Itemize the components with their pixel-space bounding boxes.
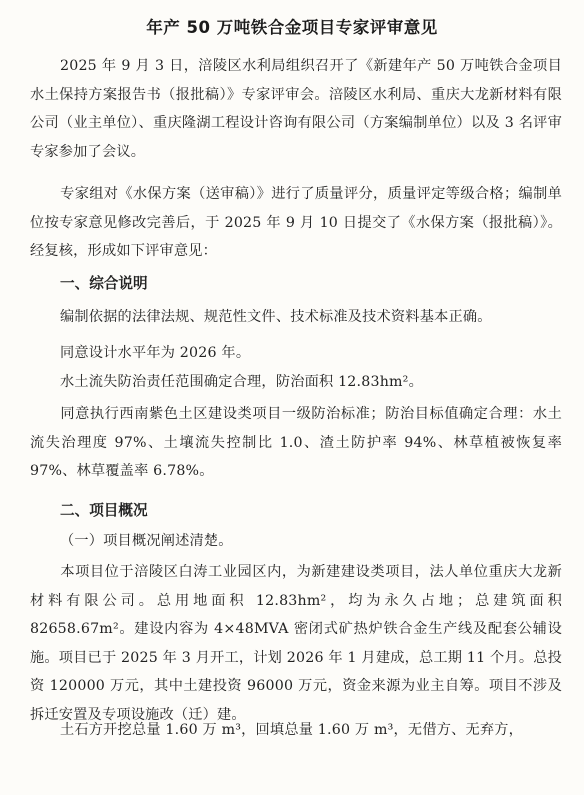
section2-paragraph-2-text: 土石方开挖总量 1.60 万 m³，回填总量 1.60 万 m³，无借方、无弃方，	[60, 722, 524, 738]
intro-paragraph	[30, 52, 562, 166]
section1-paragraph-2	[30, 339, 562, 368]
review-paragraph	[30, 180, 562, 266]
section-heading-2-text: 二、项目概况	[60, 502, 148, 519]
intro-paragraph-text: 2025 年 9 月 3 日，涪陵区水利局组织召开了《新建年产 50 万吨铁合金项目水土保持方案报告书（报批稿）》专家评审会。涪陵区水利局、重庆大龙新材料有限公司（业主单位）、重庆隆湖工程设计咨询有限公司（方案编制单位）以及 3 名评审专家参加了会议。	[30, 58, 562, 160]
section1-paragraph-4	[30, 400, 562, 486]
section2-subheading-1-text: （一）项目概况阐述清楚。	[60, 533, 233, 549]
section1-paragraph-1-text: 编制依据的法律法规、规范性文件、技术标准及技术资料基本正确。	[60, 309, 492, 325]
section-heading-1	[30, 270, 562, 298]
section1-paragraph-4-text: 同意执行西南紫色土区建设类项目一级防治标准；防治目标值确定合理：水土流失治理度 97%、土壤流失控制比 1.0、渣土防护率 94%、林草植被恢复率 97%、林草覆盖率 6.78%。	[30, 406, 562, 480]
section-heading-2	[30, 497, 562, 525]
section1-paragraph-3-text: 水土流失防治责任范围确定合理，防治面积 12.83hm²。	[60, 374, 423, 390]
section2-subheading-1	[30, 527, 562, 556]
section-heading-1-text: 一、综合说明	[60, 275, 148, 292]
section1-paragraph-3	[30, 368, 562, 397]
section1-paragraph-2-text: 同意设计水平年为 2026 年。	[60, 345, 251, 361]
review-paragraph-text: 专家组对《水保方案（送审稿）》进行了质量评分，质量评定等级合格；编制单位按专家意见修改完善后，于 2025 年 9 月 10 日提交了《水保方案（报批稿）》。经复核，形成如下评审意见：	[30, 186, 562, 260]
section1-paragraph-1	[30, 303, 562, 332]
section2-paragraph-1-text: 本项目位于涪陵区白涛工业园区内，为新建建设类项目，法人单位重庆大龙新材料有限公司。总用地面积 12.83hm²，均为永久占地；总建筑面积 82658.67m²。建设内容为 4×48MVA 密闭式矿热炉铁合金生产线及配套公辅设施。项目已于 2025 年 3 月开工，计划 2026 年 1 月建成，总工期 11 个月。总投资 120000 万元，其中土建投资 96000 万元，资金来源为业主自筹。项目不涉及拆迁安置及专项设施改（迁）建。	[30, 564, 562, 723]
section2-paragraph-1	[30, 558, 562, 730]
section2-paragraph-2	[30, 716, 562, 745]
document-title: 年产 50 万吨铁合金项目专家评审意见	[146, 18, 438, 37]
